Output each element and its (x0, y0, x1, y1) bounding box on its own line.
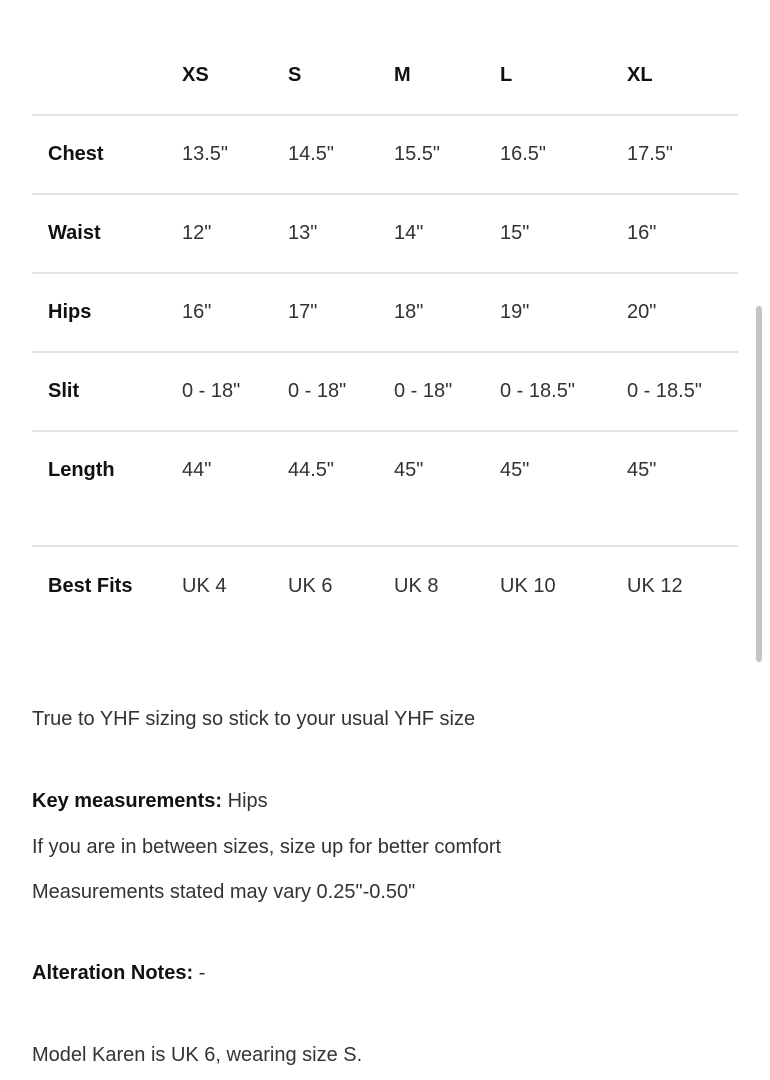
variance-note: Measurements stated may vary 0.25"-0.50" (32, 881, 416, 903)
key-measurements-note (32, 790, 752, 813)
size-header-m: M (394, 63, 411, 86)
table-cell: 18" (394, 301, 424, 323)
sizing-note: True to YHF sizing so stick to your usual YHF size (32, 708, 476, 730)
size-chart-table (32, 34, 738, 626)
model-note: Model Karen is UK 6, wearing size S. (32, 1044, 363, 1066)
table-row-length (32, 431, 738, 546)
table-cell: 45" (627, 459, 657, 481)
table-cell: 15" (500, 222, 530, 244)
table-cell: 16" (182, 301, 212, 323)
alteration-value: - (198, 962, 206, 984)
row-label-waist: Waist (48, 222, 101, 244)
table-row-best-fits (32, 546, 738, 626)
row-label-best-fits: Best Fits (48, 575, 133, 597)
table-cell: 12" (182, 222, 212, 244)
key-measurements-value: Hips (227, 790, 268, 812)
row-label-slit: Slit (48, 380, 80, 402)
size-header-s: S (288, 63, 302, 86)
key-measurements-label: Key measurements: (32, 790, 223, 812)
table-scrollbar[interactable] (756, 306, 762, 662)
table-cell: 19" (500, 301, 530, 323)
table-cell: 20" (627, 301, 657, 323)
table-cell: UK 4 (182, 575, 227, 597)
table-cell: 17" (288, 301, 318, 323)
size-header-row (32, 34, 738, 115)
table-cell: 16.5" (500, 143, 547, 165)
table-row-hips (32, 273, 738, 352)
table-cell: UK 12 (627, 575, 683, 597)
table-cell: 45" (394, 459, 424, 481)
table-cell: 15.5" (394, 143, 441, 165)
table-cell: 13" (288, 222, 318, 244)
table-cell: 0 - 18" (288, 380, 347, 402)
table-cell: 14.5" (288, 143, 335, 165)
size-header-l: L (500, 63, 513, 86)
table-cell: UK 8 (394, 575, 439, 597)
table-row-waist (32, 194, 738, 273)
table-cell: 45" (500, 459, 530, 481)
row-label-length: Length (48, 459, 115, 481)
table-row-slit (32, 352, 738, 431)
alteration-label: Alteration Notes: (32, 962, 194, 984)
alteration-note (32, 962, 752, 985)
table-cell: UK 6 (288, 575, 333, 597)
table-cell: 14" (394, 222, 424, 244)
between-sizes-note: If you are in between sizes, size up for better comfort (32, 836, 502, 858)
table-cell: 13.5" (182, 143, 229, 165)
table-cell: 44.5" (288, 459, 335, 481)
table-cell: 16" (627, 222, 657, 244)
table-cell: UK 10 (500, 575, 556, 597)
size-header-xl: XL (627, 63, 653, 86)
table-cell: 0 - 18.5" (500, 380, 575, 402)
header-corner (32, 34, 182, 115)
table-cell: 0 - 18.5" (627, 380, 702, 402)
table-cell: 44" (182, 459, 212, 481)
table-cell: 0 - 18" (182, 380, 241, 402)
table-row-chest (32, 115, 738, 194)
size-header-xs: XS (182, 63, 209, 86)
table-cell: 17.5" (627, 143, 674, 165)
table-cell: 0 - 18" (394, 380, 453, 402)
row-label-chest: Chest (48, 143, 104, 165)
row-label-hips: Hips (48, 301, 92, 323)
